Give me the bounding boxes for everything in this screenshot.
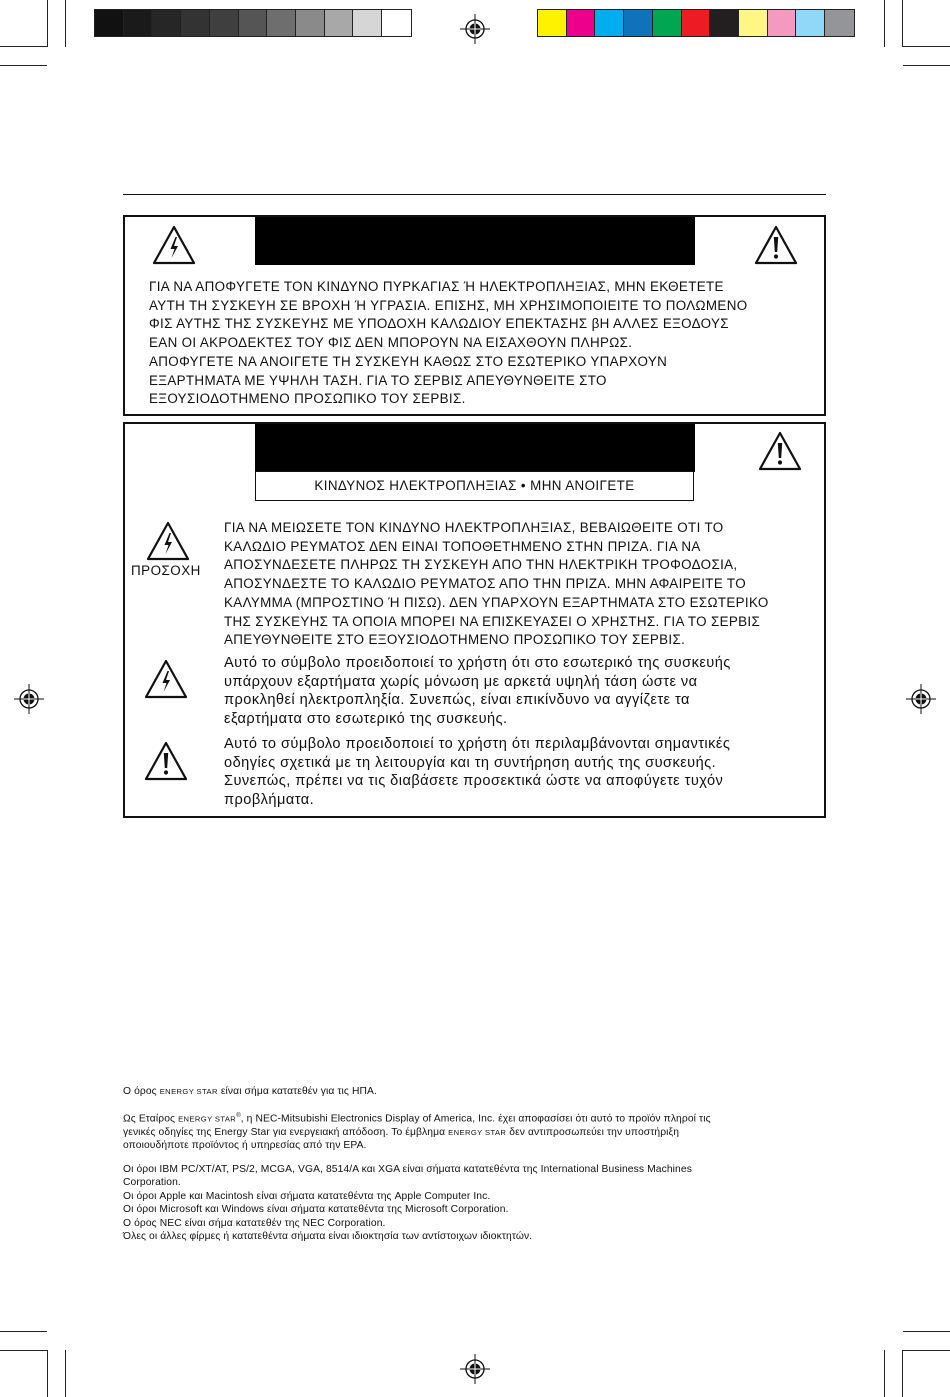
color-swatch [710,10,739,36]
instruction-text-line: Συνεπώς, πρέπει να τις διαβάσετε προσεκτικά ώστε να αποφύγετε τυχόν [224,773,724,790]
trademark-line: Οι όροι Microsoft και Windows είναι σήματα κατατεθέντα της Microsoft Corporation. [123,1204,509,1216]
color-swatch [382,10,411,36]
color-swatch [181,10,210,36]
warning-text-line: ΓΙΑ ΝΑ ΑΠΟΦΥΓΕΤΕ ΤΟΝ ΚΙΝΔΥΝΟ ΠΥΡΚΑΓΙΑΣ Ή ΗΛΕΚΤΡΟΠΛΗΞΙΑΣ, ΜΗΝ ΕΚΘΕΤΕΤΕ [149,279,724,294]
instruction-symbol-explanation [224,735,730,810]
caution-text-line: ΑΠΟΣΥΝΔΕΣΕΤΕ ΠΛΗΡΩΣ ΤΗ ΣΥΣΚΕΥΗ ΑΠΟ ΤΗΝ ΗΛΕΚΤΡΙΚΗ ΤΡΟΦΟΔΟΣΙΑ, [224,557,738,573]
crop-mark [902,0,903,47]
registration-target-icon [906,684,936,714]
process-color-bar [537,9,855,37]
warning-text-line: ΕΞΟΥΣΙΟΔΟΤΗΜΕΝΟ ΠΡΟΣΩΠΙΚΟ ΤΟΥ ΣΕΡΒΙΣ. [149,391,466,407]
warning-text [149,278,748,409]
crop-mark [0,1350,47,1351]
top-rule [123,194,826,195]
voltage-text-line: εξαρτήματα στο εσωτερικό της συσκευής. [224,711,508,728]
crop-mark [65,1350,66,1397]
exclamation-warning-icon [753,224,799,266]
electric-shock-warning-icon [145,520,191,562]
energy-star-smallcaps: ENERGY STAR [159,1087,218,1096]
color-swatch [325,10,354,36]
gray-color-bar [94,9,412,37]
color-swatch [567,10,596,36]
crop-mark [0,65,47,66]
warning-text-line: ΑΥΤΗ ΤΗ ΣΥΣΚΕΥΗ ΣΕ ΒΡΟΧΗ Ή ΥΓΡΑΣΙΑ. ΕΠΙΣΗΣ, ΜΗ ΧΡΗΣΙΜΟΠΟΙΕΙΤΕ ΤΟ ΠΟΛΩΜΕΝΟ [149,297,748,313]
warning-text-line: ΦΙΣ ΑΥΤΗΣ ΤΗΣ ΣΥΣΚΕΥΗΣ ΜΕ ΥΠΟΔΟΧΗ ΚΑΛΩΔΙΟΥ ΕΠΕΚΤΑΣΗΣ βΗ ΑΛΛΕΣ ΕΞΟΔΟΥΣ [149,316,729,332]
crop-mark [47,1350,48,1397]
caution-text-line: ΚΑΛΥΜΜΑ (ΜΠΡΟΣΤΙΝΟ Ή ΠΙΣΩ). ΔΕΝ ΥΠΑΡΧΟΥΝ ΕΞΑΡΤΗΜΑΤΑ ΣΤΟ ΕΣΩΤΕΡΙΚΟ [224,594,769,610]
crop-mark [902,1350,903,1397]
risk-of-shock-label: ΚΙΝΔΥΝΟΣ ΗΛΕΚΤΡΟΠΛΗΞΙΑΣ • ΜΗΝ ΑΝΟΙΓΕΤΕ [255,471,694,501]
caution-text [224,519,769,650]
crop-mark [903,1350,950,1351]
color-swatch [95,10,124,36]
energy-star-partner-line: οποιουδήποτε προϊόντος ή υπηρεσίας από την EPA. [123,1140,367,1152]
voltage-text-line: προκληθεί ηλεκτροπληξία. Συνεπώς, είναι επικίνδυνο να αγγίζετε τα [224,692,690,709]
trademark-line: Όλες οι άλλες φίρμες ή κατατεθέντα σήματα είναι ιδιοκτησία των αντίστοιχων ιδιοκτητών. [123,1231,533,1243]
warning-text-line: ΕΞΑΡΤΗΜΑΤΑ ΜΕ ΥΨΗΛΗ ΤΑΣΗ. ΓΙΑ ΤΟ ΣΕΡΒΙΣ ΑΠΕΥΘΥΝΘΕΙΤΕ ΣΤΟ [149,372,607,388]
warning-title-bar [255,217,695,265]
color-swatch [296,10,325,36]
color-swatch [768,10,797,36]
exclamation-warning-icon [143,740,189,782]
energy-star-partner-note [123,1110,711,1153]
caution-text-line: ΚΑΛΩΔΙΟ ΡΕΥΜΑΤΟΣ ΔΕΝ ΕΙΝΑΙ ΤΟΠΟΘΕΤΗΜΕΝΟ ΣΤΗΝ ΠΡΙΖΑ. ΓΙΑ ΝΑ [224,538,701,554]
color-swatch [353,10,382,36]
color-swatch [239,10,268,36]
registration-target-icon [460,1354,490,1384]
voltage-symbol-explanation [224,654,731,729]
caution-text-line: ΑΠΕΥΘΥΝΘΕΙΤΕ ΣΤΟ ΕΞΟΥΣΙΟΔΟΤΗΜΕΝΟ ΠΡΟΣΩΠΙΚΟ ΤΟΥ ΣΕΡΒΙΣ. [224,632,686,648]
energy-star-partner-line: Ως Εταίρος ENERGY STAR®, η NEC-Mitsubishi Electronics Display of America, Inc. έχει αποφασίσει ότι αυτό το προϊόν πληροί τις [123,1113,711,1125]
caution-text-line: ΑΠΟΣΥΝΔΕΣΤΕ ΤΟ ΚΑΛΩΔΙΟ ΡΕΥΜΑΤΟΣ ΑΠΟ ΤΗΝ ΠΡΙΖΑ. ΜΗΝ ΑΦΑΙΡΕΙΤΕ ΤΟ [224,576,746,592]
instruction-text-line: Αυτό το σύμβολο προειδοποιεί το χρήστη ότι περιλαμβάνονται σημαντικές [224,736,731,752]
crop-mark [884,0,885,47]
crop-mark [0,1331,47,1332]
warning-text-line: ΑΠΟΦΥΓΕΤΕ ΝΑ ΑΝΟΙΓΕΤΕ ΤΗ ΣΥΣΚΕΥΗ ΚΑΘΩΣ ΣΤΟ ΕΣΩΤΕΡΙΚΟ ΥΠΑΡΧΟΥΝ [149,353,668,369]
crop-mark [903,65,950,66]
energy-star-partner-line: γενικές οδηγίες της Energy Star για ενεργειακή απόδοση. Το έμβλημα ENERGY STAR δεν αντιπροσωπεύει την υποστήριξη [123,1126,680,1138]
caution-text-line: ΓΙΑ ΝΑ ΜΕΙΩΣΕΤΕ ΤΟΝ ΚΙΝΔΥΝΟ ΗΛΕΚΤΡΟΠΛΗΞΙΑΣ, ΒΕΒΑΙΩΘΕΙΤΕ ΟΤΙ ΤΟ [224,520,724,535]
exclamation-warning-icon [757,430,803,472]
trademark-line: Οι όροι IBM PC/XT/AT, PS/2, MCGA, VGA, 8514/A και XGA είναι σήματα κατατεθέντα της International Business Machines [123,1164,692,1175]
color-swatch [267,10,296,36]
crop-mark [903,46,950,47]
color-swatch [624,10,653,36]
electric-shock-warning-icon [143,658,189,700]
color-swatch [796,10,825,36]
color-swatch [739,10,768,36]
trademark-notes [123,1163,692,1243]
registration-target-icon [460,14,490,44]
caution-label: ΠΡΟΣΟΧΗ [131,563,201,578]
color-swatch [682,10,711,36]
color-swatch [653,10,682,36]
trademark-line: Corporation. [123,1177,181,1189]
crop-mark [47,0,48,47]
color-swatch [538,10,567,36]
voltage-text-line: υπάρχουν εξαρτήματα χωρίς μόνωση με αρκετά υψηλή τάση ώστε να [224,673,698,690]
registration-target-icon [14,684,44,714]
caution-text-line: ΤΗΣ ΣΥΣΚΕΥΗΣ ΤΑ ΟΠΟΙΑ ΜΠΟΡΕΙ ΝΑ ΕΠΙΣΚΕΥΑΣΕΙ Ο ΧΡΗΣΤΗΣ. ΓΙΑ ΤΟ ΣΕΡΒΙΣ [224,613,761,629]
trademark-line: Ο όρος NEC είναι σήμα κατατεθέν της NEC Corporation. [123,1217,386,1229]
color-swatch [124,10,153,36]
warning-text-line: ΕΑΝ ΟΙ ΑΚΡΟΔΕΚΤΕΣ ΤΟΥ ΦΙΣ ΔΕΝ ΜΠΟΡΟΥΝ ΝΑ ΕΙΣΑΧΘΟΥΝ ΠΛΗΡΩΣ. [149,335,633,351]
voltage-text-line: Αυτό το σύμβολο προειδοποιεί το χρήστη ότι στο εσωτερικό της συσκευής [224,655,731,671]
crop-mark [0,46,47,47]
trademark-line: Οι όροι Apple και Macintosh είναι σήματα κατατεθέντα της Apple Computer Inc. [123,1190,491,1202]
crop-mark [65,0,66,47]
caution-title-bar [255,424,695,472]
color-swatch [210,10,239,36]
color-swatch [152,10,181,36]
color-swatch [825,10,854,36]
energy-star-note [123,1085,377,1098]
instruction-text-line: οδηγίες σχετικά με τη λειτουργία και τη συντήρηση αυτής της συσκευής. [224,754,717,771]
energy-star-line: Ο όρος ENERGY STAR είναι σήμα κατατεθέν για τις ΗΠΑ. [123,1086,377,1097]
crop-mark [903,1331,950,1332]
electric-shock-warning-icon [151,224,197,266]
color-swatch [595,10,624,36]
crop-mark [884,1350,885,1397]
instruction-text-line: προβλήματα. [224,792,315,809]
